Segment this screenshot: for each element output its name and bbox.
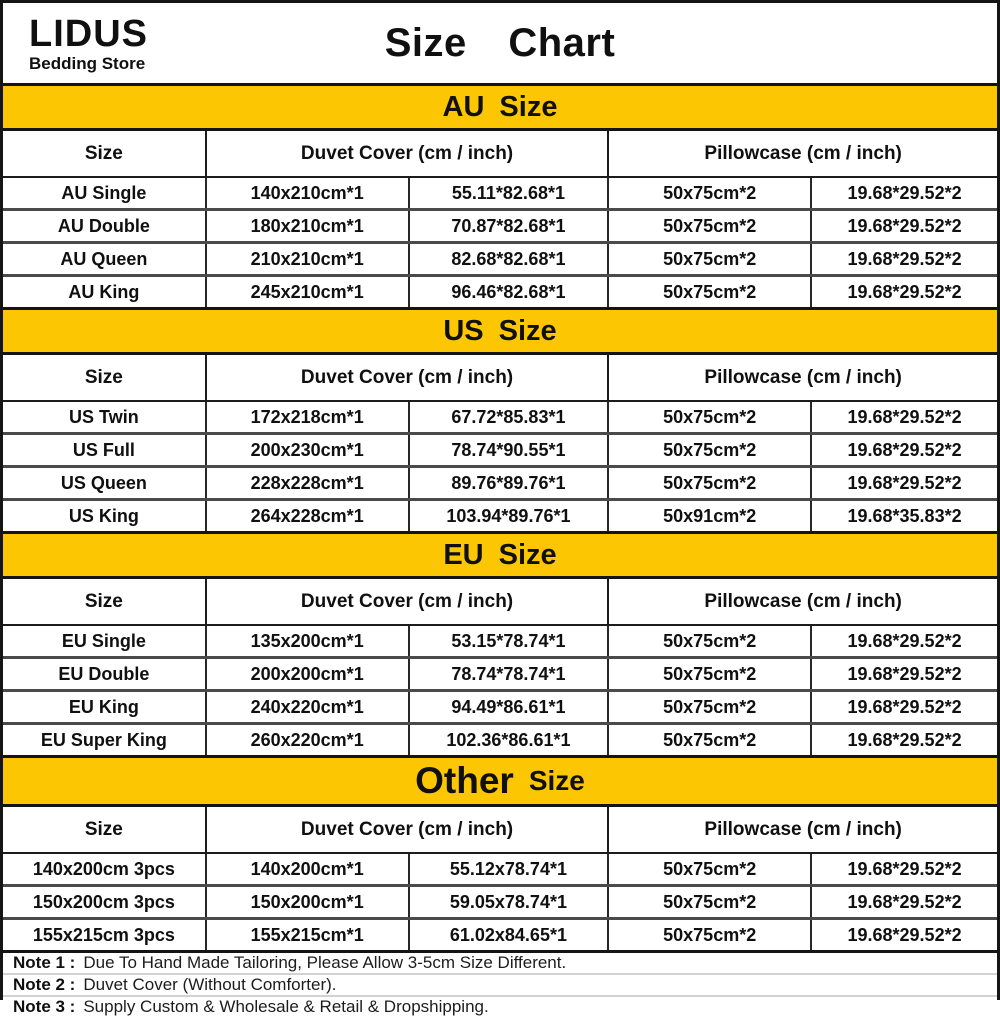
section-us-size [3, 307, 997, 531]
row-size-label: EU Super King [3, 724, 206, 756]
pillowcase-cm-value: 50x75cm*2 [608, 276, 811, 308]
row-size-label: AU Double [3, 210, 206, 243]
duvet-cover-cm-value: 260x220cm*1 [206, 724, 409, 756]
column-header-duvet-cover: Duvet Cover (cm / inch) [206, 579, 609, 625]
page-header [3, 3, 997, 83]
banner-title-sub: Size [499, 90, 558, 123]
pillowcase-cm-value: 50x75cm*2 [608, 658, 811, 691]
row-size-label: US King [3, 500, 206, 532]
note-label: Note 1 : [13, 953, 76, 972]
pillowcase-cm-value: 50x91cm*2 [608, 500, 811, 532]
duvet-cover-inch-value: 61.02x84.65*1 [409, 919, 609, 951]
pillowcase-cm-value: 50x75cm*2 [608, 625, 811, 658]
pillowcase-inch-value: 19.68*35.83*2 [811, 500, 997, 532]
table-header-row [3, 131, 997, 177]
row-size-label: 150x200cm 3pcs [3, 886, 206, 919]
table-row [3, 210, 997, 243]
banner-title-main: Other [415, 760, 514, 801]
duvet-cover-cm-value: 140x200cm*1 [206, 853, 409, 886]
table-header-row [3, 579, 997, 625]
pillowcase-inch-value: 19.68*29.52*2 [847, 182, 962, 203]
banner-title-sub: Size [498, 314, 557, 347]
row-size-label: EU King [3, 691, 206, 724]
note-text: Due To Hand Made Tailoring, Please Allow 3-5cm Size Different. [83, 953, 567, 972]
pillowcase-cm-value: 50x75cm*2 [608, 243, 811, 276]
table-row [3, 243, 997, 276]
brand-logo [3, 12, 148, 73]
table-row [3, 434, 997, 467]
section-banner-us [3, 307, 997, 355]
row-size-label: US Queen [3, 467, 206, 500]
duvet-cover-cm-value: 172x218cm*1 [206, 401, 409, 434]
duvet-cover-inch-value: 102.36*86.61*1 [409, 724, 609, 756]
pillowcase-cm-value: 50x75cm*2 [608, 401, 811, 434]
table-row [3, 691, 997, 724]
table-row [3, 467, 997, 500]
duvet-cover-inch-value: 70.87*82.68*1 [409, 210, 609, 243]
duvet-cover-cm-value: 135x200cm*1 [206, 625, 409, 658]
column-header-pillowcase: Pillowcase (cm / inch) [608, 807, 997, 853]
pillowcase-inch-value: 19.68*29.52*2 [811, 434, 997, 467]
pillowcase-cm-value: 50x75cm*2 [608, 919, 811, 951]
page-title: Size Chart [384, 20, 616, 65]
row-size-label: AU Single [3, 177, 206, 210]
other-size-table [3, 807, 997, 950]
duvet-cover-inch-value: 82.68*82.68*1 [409, 243, 609, 276]
table-row [3, 853, 997, 886]
column-header-duvet-cover: Duvet Cover (cm / inch) [206, 131, 609, 177]
pillowcase-inch-value: 19.68*29.52*2 [847, 406, 962, 427]
pillowcase-inch-value: 19.68*29.52*2 [811, 919, 997, 951]
banner-title-sub: Size [528, 765, 585, 796]
banner-title-sub: Size [498, 538, 557, 571]
duvet-cover-inch-value: 89.76*89.76*1 [409, 467, 609, 500]
eu-size-table [3, 579, 997, 755]
duvet-cover-cm-value: 264x228cm*1 [206, 500, 409, 532]
section-au-size [3, 83, 997, 307]
pillowcase-inch-value: 19.68*29.52*2 [811, 467, 997, 500]
section-banner-au [3, 83, 997, 131]
duvet-cover-cm-value: 140x210cm*1 [206, 177, 409, 210]
table-row [3, 401, 997, 434]
row-size-label: EU Single [3, 625, 206, 658]
duvet-cover-cm-value: 210x210cm*1 [206, 243, 409, 276]
duvet-cover-inch-value: 55.11*82.68*1 [409, 177, 609, 210]
table-row [3, 919, 997, 951]
pillowcase-cm-value: 50x75cm*2 [608, 886, 811, 919]
duvet-cover-inch-value: 78.74*90.55*1 [409, 434, 609, 467]
table-row [3, 500, 997, 532]
pillowcase-inch-value: 19.68*29.52*2 [811, 658, 997, 691]
duvet-cover-cm-value: 200x230cm*1 [206, 434, 409, 467]
section-other-size [3, 755, 997, 950]
pillowcase-inch-value: 19.68*29.52*2 [811, 276, 997, 308]
duvet-cover-inch-value: 94.49*86.61*1 [409, 691, 609, 724]
pillowcase-cm-value: 50x75cm*2 [608, 434, 811, 467]
pillowcase-cm-value: 50x75cm*2 [608, 691, 811, 724]
duvet-cover-cm-value: 180x210cm*1 [206, 210, 409, 243]
row-size-label: AU King [3, 276, 206, 308]
column-header-duvet-cover: Duvet Cover (cm / inch) [206, 807, 609, 853]
row-size-label: 140x200cm 3pcs [3, 853, 206, 886]
pillowcase-inch-value: 19.68*29.52*2 [811, 724, 997, 756]
section-banner-other [3, 755, 997, 807]
note-label: Note 3 : [13, 997, 76, 1016]
column-header-pillowcase: Pillowcase (cm / inch) [608, 355, 997, 401]
column-header-size: Size [3, 131, 206, 177]
row-size-label: US Full [3, 434, 206, 467]
us-size-table [3, 355, 997, 531]
duvet-cover-cm-value: 245x210cm*1 [206, 276, 409, 308]
duvet-cover-inch-value: 59.05x78.74*1 [409, 886, 609, 919]
duvet-cover-inch-value: 78.74*78.74*1 [409, 658, 609, 691]
duvet-cover-inch-value: 53.15*78.74*1 [409, 625, 609, 658]
pillowcase-inch-value: 19.68*29.52*2 [847, 630, 962, 651]
au-size-table [3, 131, 997, 307]
table-row [3, 276, 997, 308]
banner-title-main: EU [443, 538, 484, 571]
table-row [3, 625, 997, 658]
section-banner-eu [3, 531, 997, 579]
column-header-size: Size [3, 579, 206, 625]
note-row [3, 953, 997, 975]
banner-title-main: AU [442, 90, 485, 123]
column-header-size: Size [3, 355, 206, 401]
banner-title-main: US [443, 314, 484, 347]
pillowcase-inch-value: 19.68*29.52*2 [811, 243, 997, 276]
pillowcase-cm-value: 50x75cm*2 [608, 210, 811, 243]
row-size-label: US Twin [3, 401, 206, 434]
column-header-duvet-cover: Duvet Cover (cm / inch) [206, 355, 609, 401]
pillowcase-inch-value: 19.68*29.52*2 [847, 858, 962, 879]
table-row [3, 724, 997, 756]
table-row [3, 177, 997, 210]
duvet-cover-cm-value: 150x200cm*1 [206, 886, 409, 919]
table-header-row [3, 807, 997, 853]
duvet-cover-cm-value: 200x200cm*1 [206, 658, 409, 691]
table-row [3, 886, 997, 919]
duvet-cover-cm-value: 228x228cm*1 [206, 467, 409, 500]
pillowcase-inch-value: 19.68*29.52*2 [811, 210, 997, 243]
duvet-cover-inch-value: 103.94*89.76*1 [409, 500, 609, 532]
duvet-cover-inch-value: 67.72*85.83*1 [409, 401, 609, 434]
table-header-row [3, 355, 997, 401]
duvet-cover-inch-value: 96.46*82.68*1 [409, 276, 609, 308]
duvet-cover-inch-value: 55.12x78.74*1 [409, 853, 609, 886]
row-size-label: EU Double [3, 658, 206, 691]
notes-section [3, 950, 997, 1017]
note-text: Supply Custom & Wholesale & Retail & Dropshipping. [83, 997, 489, 1016]
note-row [3, 997, 997, 1017]
pillowcase-cm-value: 50x75cm*2 [608, 853, 811, 886]
note-text: Duvet Cover (Without Comforter). [83, 975, 337, 994]
row-size-label: AU Queen [3, 243, 206, 276]
pillowcase-cm-value: 50x75cm*2 [608, 724, 811, 756]
section-eu-size [3, 531, 997, 755]
row-size-label: 155x215cm 3pcs [3, 919, 206, 951]
column-header-pillowcase: Pillowcase (cm / inch) [608, 131, 997, 177]
note-label: Note 2 : [13, 975, 76, 994]
pillowcase-inch-value: 19.68*29.52*2 [811, 691, 997, 724]
column-header-size: Size [3, 807, 206, 853]
table-row [3, 658, 997, 691]
brand-name: LIDUS [29, 12, 148, 55]
pillowcase-cm-value: 50x75cm*2 [608, 467, 811, 500]
pillowcase-inch-value: 19.68*29.52*2 [811, 886, 997, 919]
brand-tagline: Bedding Store [29, 53, 146, 73]
duvet-cover-cm-value: 240x220cm*1 [206, 691, 409, 724]
column-header-pillowcase: Pillowcase (cm / inch) [608, 579, 997, 625]
pillowcase-cm-value: 50x75cm*2 [608, 177, 811, 210]
duvet-cover-cm-value: 155x215cm*1 [206, 919, 409, 951]
note-row [3, 975, 997, 997]
